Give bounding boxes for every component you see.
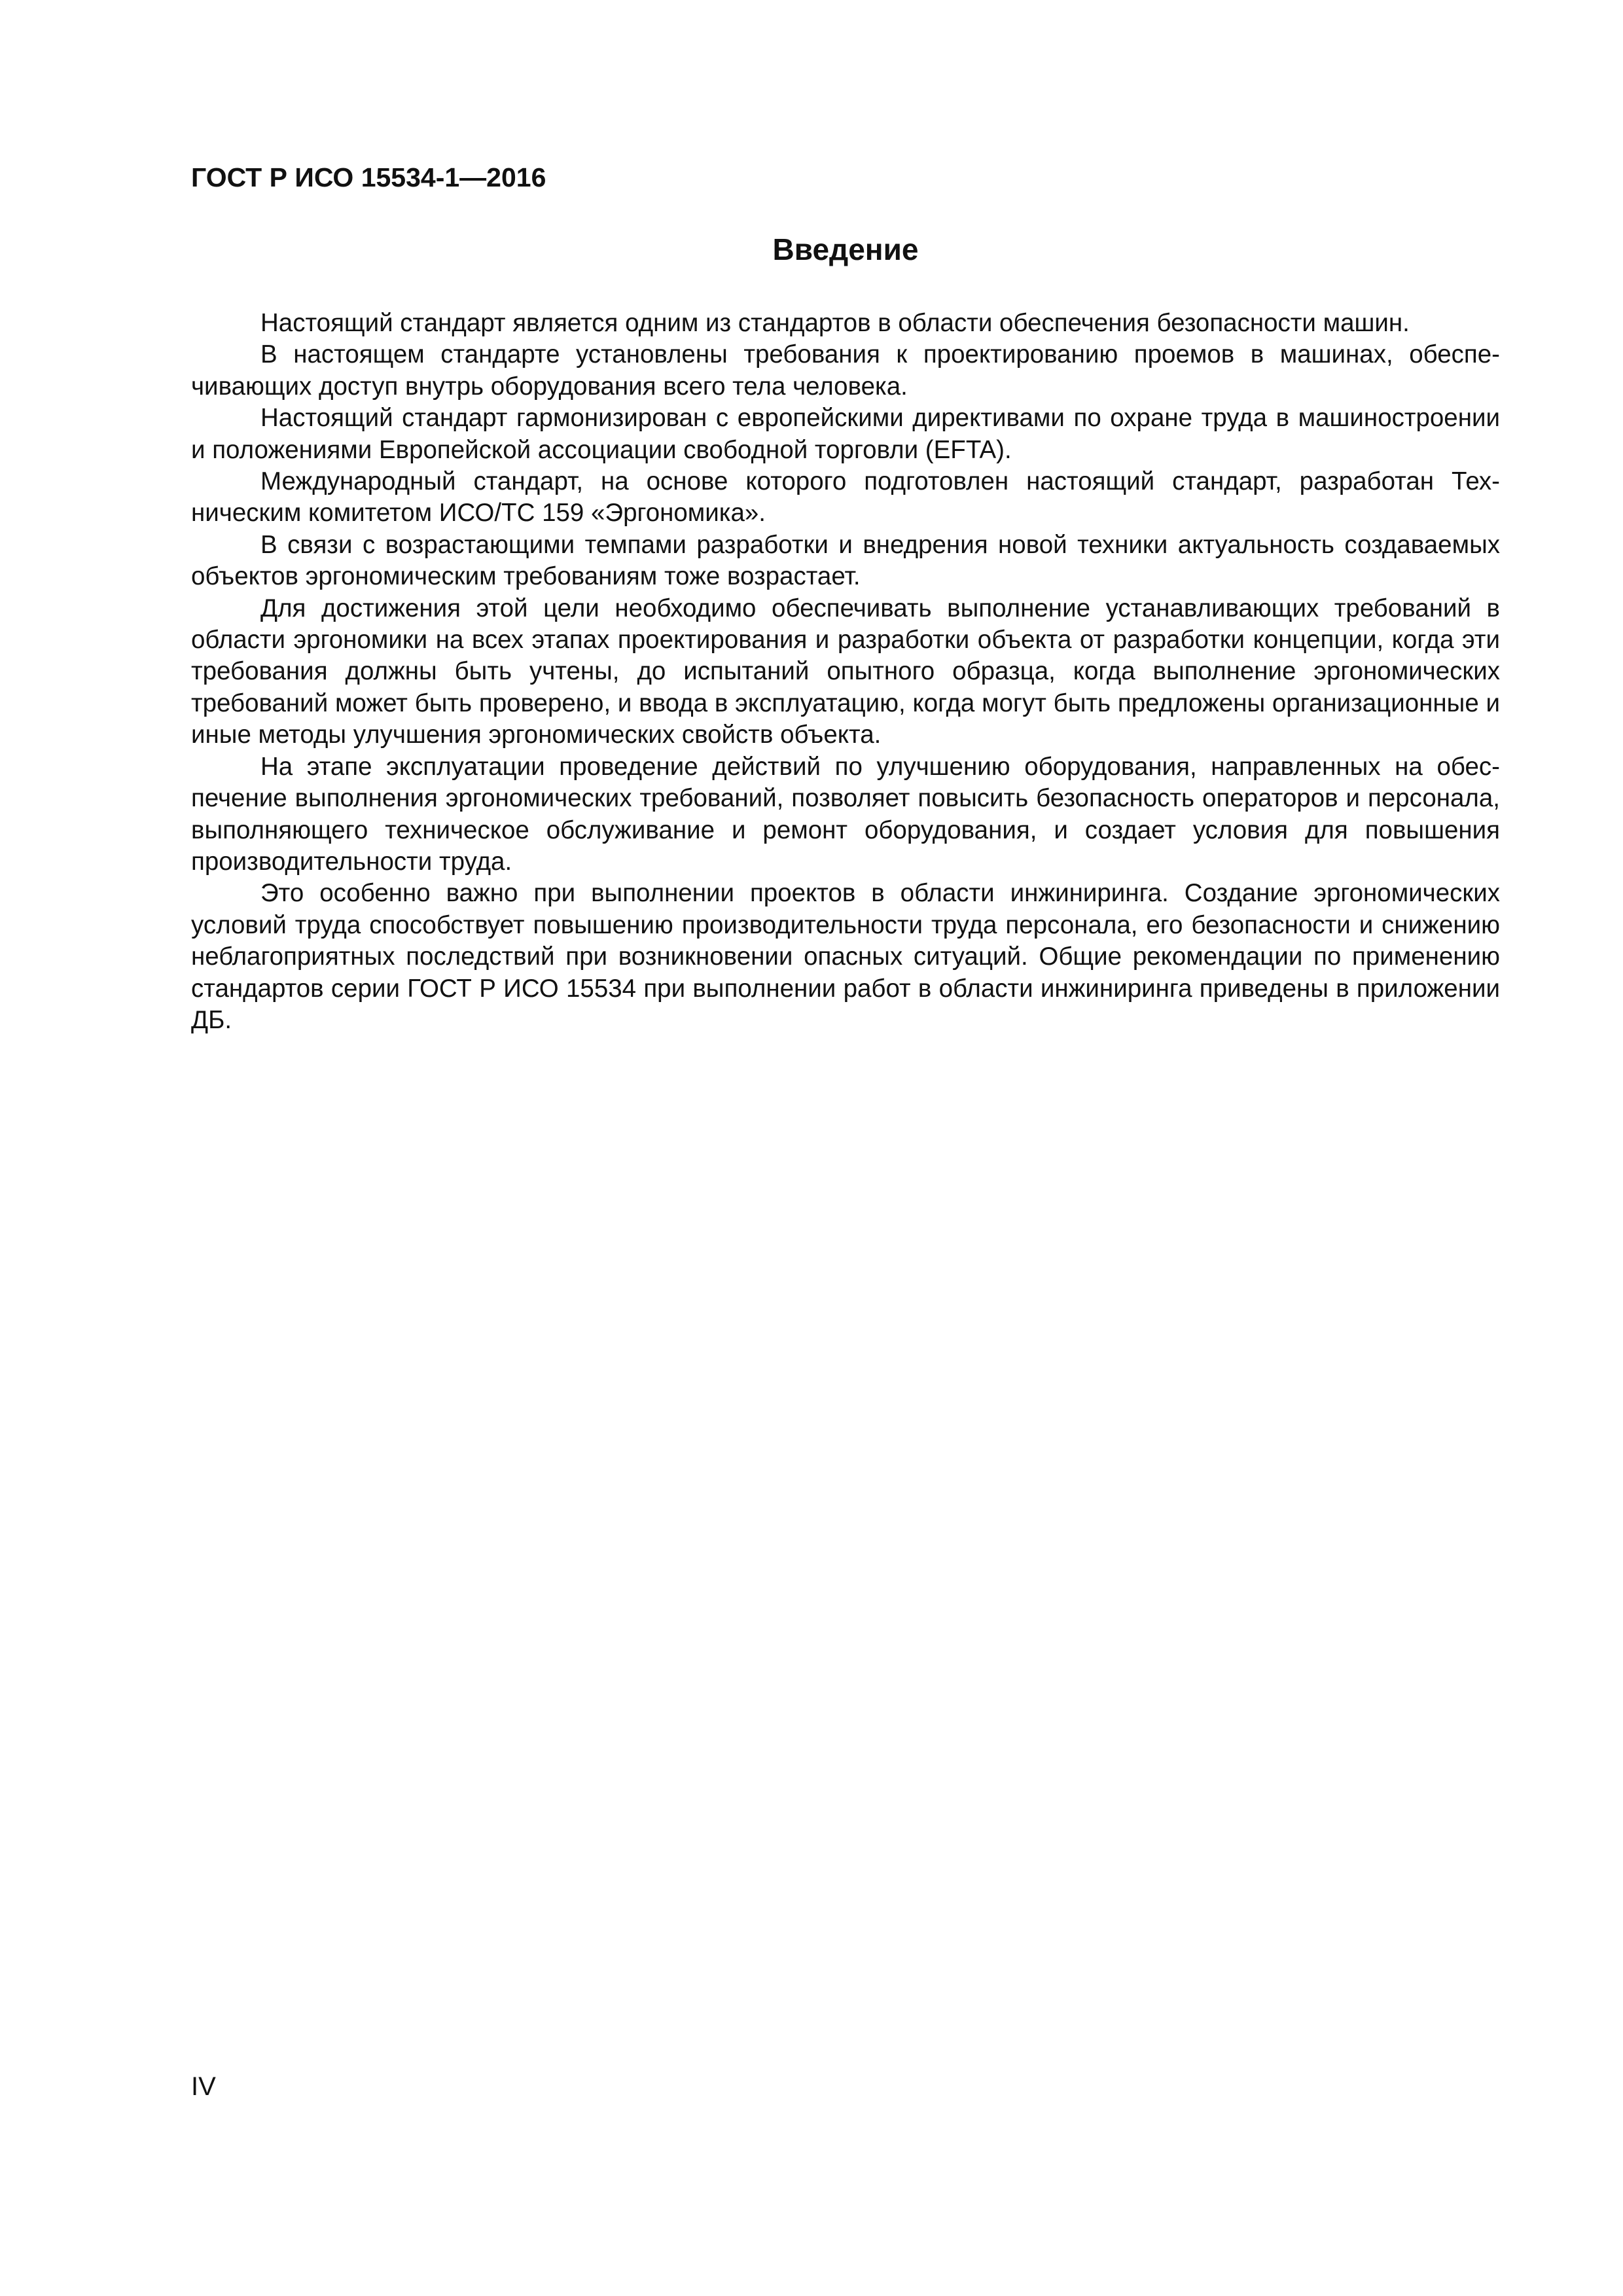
paragraph-1: Настоящий стандарт является одним из стандартов в области обеспечения безопасности машин.	[260, 309, 1410, 337]
paragraph-2: В настоящем стандарте установлены требования к проектированию проемов в машинах, обеспечивающих доступ внутрь оборудования всего тела человека.	[191, 340, 1500, 401]
paragraph-5: В связи с возрастающими темпами разработки и внедрения новой техники актуальность создаваемых объектов эргономическим требованиям тоже возрастает.	[191, 530, 1500, 591]
page-number: IV	[191, 2072, 216, 2101]
paragraph-6: Для достижения этой цели необходимо обеспечивать выполнение устанавливающих требований в области эргономики на всех этапах проектирования и разработки объекта от разработки концепции, когда эти требования должны быть учтены, до испытаний опытного образца, когда выполнение эргономических требований может быть проверено, и ввода в эксплуатацию, когда могут быть предложены организационные и иные методы улучшения эргономических свойств объекта.	[191, 594, 1500, 749]
introduction-body	[191, 308, 1500, 1036]
section-title: Введение	[772, 232, 919, 266]
document-id-header: ГОСТ Р ИСО 15534-1—2016	[191, 162, 546, 192]
paragraph-3: Настоящий стандарт гармонизирован с европейскими директивами по охране труда в машиностроении и положениями Европейской ассоциации свободной торговли (EFTA).	[191, 404, 1500, 464]
paragraph-8: Это особенно важно при выполнении проектов в области инжиниринга. Создание эргономических условий труда способствует повышению производительности труда персонала, его безопасности и снижению неблагоприятных последствий при возникновении опасных ситуаций. Общие рекомендации по применению стандартов серии ГОСТ Р ИСО 15534 при выполнении работ в области инжиниринга приведены в приложении ДБ.	[191, 879, 1500, 1034]
paragraph-7: На этапе эксплуатации проведение действий по улучшению оборудования, направленных на обеспечение выполнения эргономических требований, позволяет повысить безопасность операторов и персонала, выполняющего техническое обслуживание и ремонт оборудования, и создает условия для повышения производительности труда.	[191, 752, 1500, 876]
paragraph-4: Международный стандарт, на основе которого подготовлен настоящий стандарт, разработан Техническим комитетом ИСО/ТС 159 «Эргономика».	[191, 467, 1500, 528]
